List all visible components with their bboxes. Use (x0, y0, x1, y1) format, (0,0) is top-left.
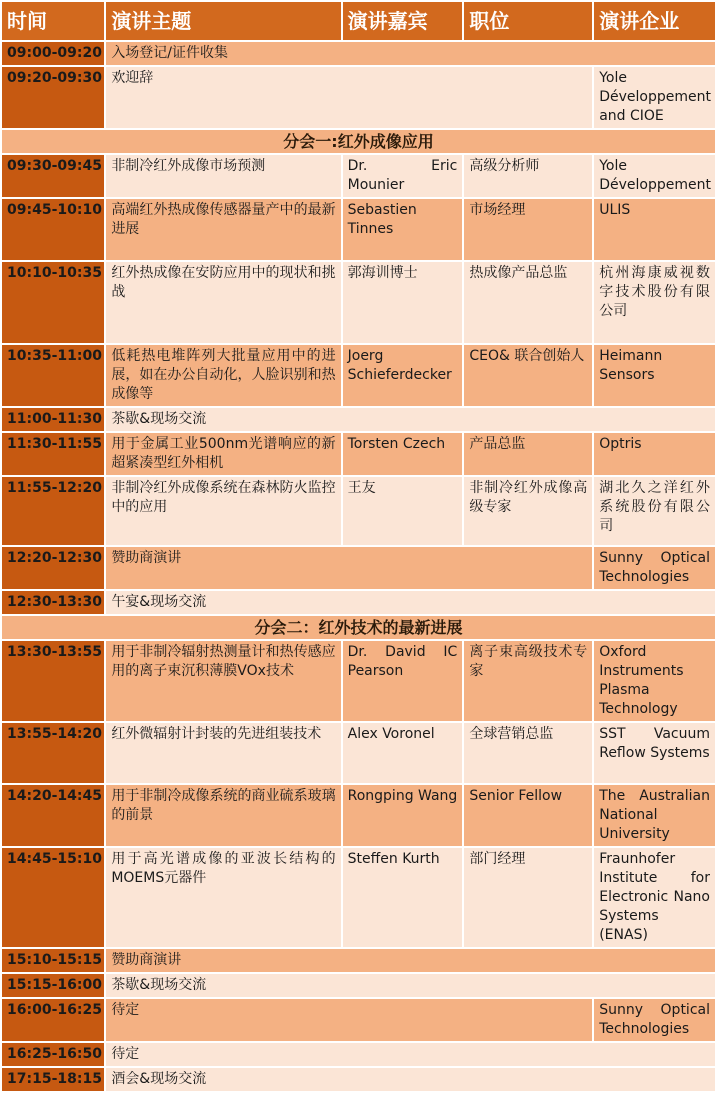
topic-cell: 非制冷红外成像系统在森林防火监控中的应用 (106, 477, 340, 545)
time-cell: 14:20-14:45 (2, 785, 104, 846)
company-cell: 杭州海康威视数字技术股份有限公司 (594, 262, 715, 343)
speaker-cell: 郭海训博士 (343, 262, 463, 343)
topic-cell: 用于非制冷成像系统的商业硫系玻璃的前景 (106, 785, 340, 846)
company-cell: ULIS (594, 199, 715, 260)
topic-cell: 待定 (106, 999, 592, 1041)
time-cell: 15:15-16:00 (2, 974, 104, 997)
agenda-row (2, 723, 715, 783)
header-speaker: 演讲嘉宾 (343, 2, 463, 40)
company-cell: 湖北久之洋红外系统股份有限公司 (594, 477, 715, 545)
company-cell: Sunny Optical Technologies (594, 999, 715, 1041)
company-cell: The Australian National University (594, 785, 715, 846)
topic-cell: 赞助商演讲 (106, 949, 715, 972)
speaker-cell: Dr. Eric Mounier (343, 155, 463, 197)
topic-cell: 入场登记/证件收集 (106, 42, 715, 65)
speaker-cell: Steffen Kurth (343, 848, 463, 947)
agenda-row (2, 785, 715, 846)
time-cell: 11:00-11:30 (2, 408, 104, 431)
header-row (2, 2, 715, 40)
speaker-cell: Dr. David IC Pearson (343, 641, 463, 721)
topic-cell: 红外微辐射计封装的先进组装技术 (106, 723, 340, 783)
topic-cell: 茶歇&现场交流 (106, 408, 715, 431)
agenda-row (2, 42, 715, 65)
time-cell: 12:20-12:30 (2, 547, 104, 589)
company-cell: Oxford Instruments Plasma Technology (594, 641, 715, 721)
agenda-row (2, 641, 715, 721)
session-row (2, 130, 715, 153)
topic-cell: 欢迎辞 (106, 67, 592, 128)
company-cell: Sunny Optical Technologies (594, 547, 715, 589)
header-title: 职位 (464, 2, 592, 40)
agenda-row (2, 974, 715, 997)
topic-cell: 高端红外热成像传感器量产中的最新进展 (106, 199, 340, 260)
time-cell: 14:45-15:10 (2, 848, 104, 947)
title-cell: 非制冷红外成像高级专家 (464, 477, 592, 545)
topic-cell: 红外热成像在安防应用中的现状和挑战 (106, 262, 340, 343)
header-time: 时间 (2, 2, 104, 40)
title-cell: 产品总监 (464, 433, 592, 475)
company-cell: Yole Développement and CIOE (594, 67, 715, 128)
time-cell: 09:00-09:20 (2, 42, 104, 65)
time-cell: 09:45-10:10 (2, 199, 104, 260)
topic-cell: 低耗热电堆阵列大批量应用中的进展，如在办公自动化，人脸识别和热成像等 (106, 345, 340, 406)
agenda-row (2, 1068, 715, 1091)
agenda-row (2, 1043, 715, 1066)
topic-cell: 待定 (106, 1043, 715, 1066)
time-cell: 13:30-13:55 (2, 641, 104, 721)
title-cell: 高级分析师 (464, 155, 592, 197)
title-cell: CEO& 联合创始人 (464, 345, 592, 406)
title-cell: 市场经理 (464, 199, 592, 260)
title-cell: Senior Fellow (464, 785, 592, 846)
time-cell: 11:55-12:20 (2, 477, 104, 545)
header-topic: 演讲主题 (106, 2, 340, 40)
agenda-row (2, 999, 715, 1041)
company-cell: SST Vacuum Reflow Systems (594, 723, 715, 783)
agenda-row (2, 949, 715, 972)
speaker-cell: Alex Voronel (343, 723, 463, 783)
title-cell: 离子束高级技术专家 (464, 641, 592, 721)
agenda-row (2, 199, 715, 260)
topic-cell: 赞助商演讲 (106, 547, 592, 589)
time-cell: 17:15-18:15 (2, 1068, 104, 1091)
time-cell: 09:20-09:30 (2, 67, 104, 128)
time-cell: 09:30-09:45 (2, 155, 104, 197)
session-title: 分会二：红外技术的最新进展 (2, 616, 715, 639)
agenda-row (2, 547, 715, 589)
company-cell: Optris (594, 433, 715, 475)
company-cell: Heimann Sensors (594, 345, 715, 406)
session-title: 分会一:红外成像应用 (2, 130, 715, 153)
agenda-row (2, 345, 715, 406)
time-cell: 12:30-13:30 (2, 591, 104, 614)
company-cell: Fraunhofer Institute for Electronic Nano Systems (ENAS) (594, 848, 715, 947)
speaker-cell: Joerg Schieferdecker (343, 345, 463, 406)
speaker-cell: Torsten Czech (343, 433, 463, 475)
topic-cell: 酒会&现场交流 (106, 1068, 715, 1091)
topic-cell: 用于金属工业500nm光谱响应的新超紧凑型红外相机 (106, 433, 340, 475)
time-cell: 15:10-15:15 (2, 949, 104, 972)
agenda-row (2, 848, 715, 947)
time-cell: 16:25-16:50 (2, 1043, 104, 1066)
agenda-row (2, 155, 715, 197)
agenda-row (2, 408, 715, 431)
time-cell: 16:00-16:25 (2, 999, 104, 1041)
header-company: 演讲企业 (594, 2, 715, 40)
title-cell: 全球营销总监 (464, 723, 592, 783)
agenda-row (2, 477, 715, 545)
agenda-row (2, 433, 715, 475)
company-cell: Yole Développement (594, 155, 715, 197)
session-row (2, 616, 715, 639)
speaker-cell: Rongping Wang (343, 785, 463, 846)
topic-cell: 非制冷红外成像市场预测 (106, 155, 340, 197)
topic-cell: 午宴&现场交流 (106, 591, 715, 614)
topic-cell: 茶歇&现场交流 (106, 974, 715, 997)
title-cell: 部门经理 (464, 848, 592, 947)
time-cell: 13:55-14:20 (2, 723, 104, 783)
topic-cell: 用于高光谱成像的亚波长结构的MOEMS元器件 (106, 848, 340, 947)
title-cell: 热成像产品总监 (464, 262, 592, 343)
time-cell: 10:35-11:00 (2, 345, 104, 406)
time-cell: 11:30-11:55 (2, 433, 104, 475)
speaker-cell: Sebastien Tinnes (343, 199, 463, 260)
agenda-row (2, 591, 715, 614)
agenda-row (2, 67, 715, 128)
speaker-cell: 王友 (343, 477, 463, 545)
agenda-row (2, 262, 715, 343)
time-cell: 10:10-10:35 (2, 262, 104, 343)
agenda-body (2, 42, 715, 1091)
topic-cell: 用于非制冷辐射热测量计和热传感应用的离子束沉积薄膜VOx技术 (106, 641, 340, 721)
